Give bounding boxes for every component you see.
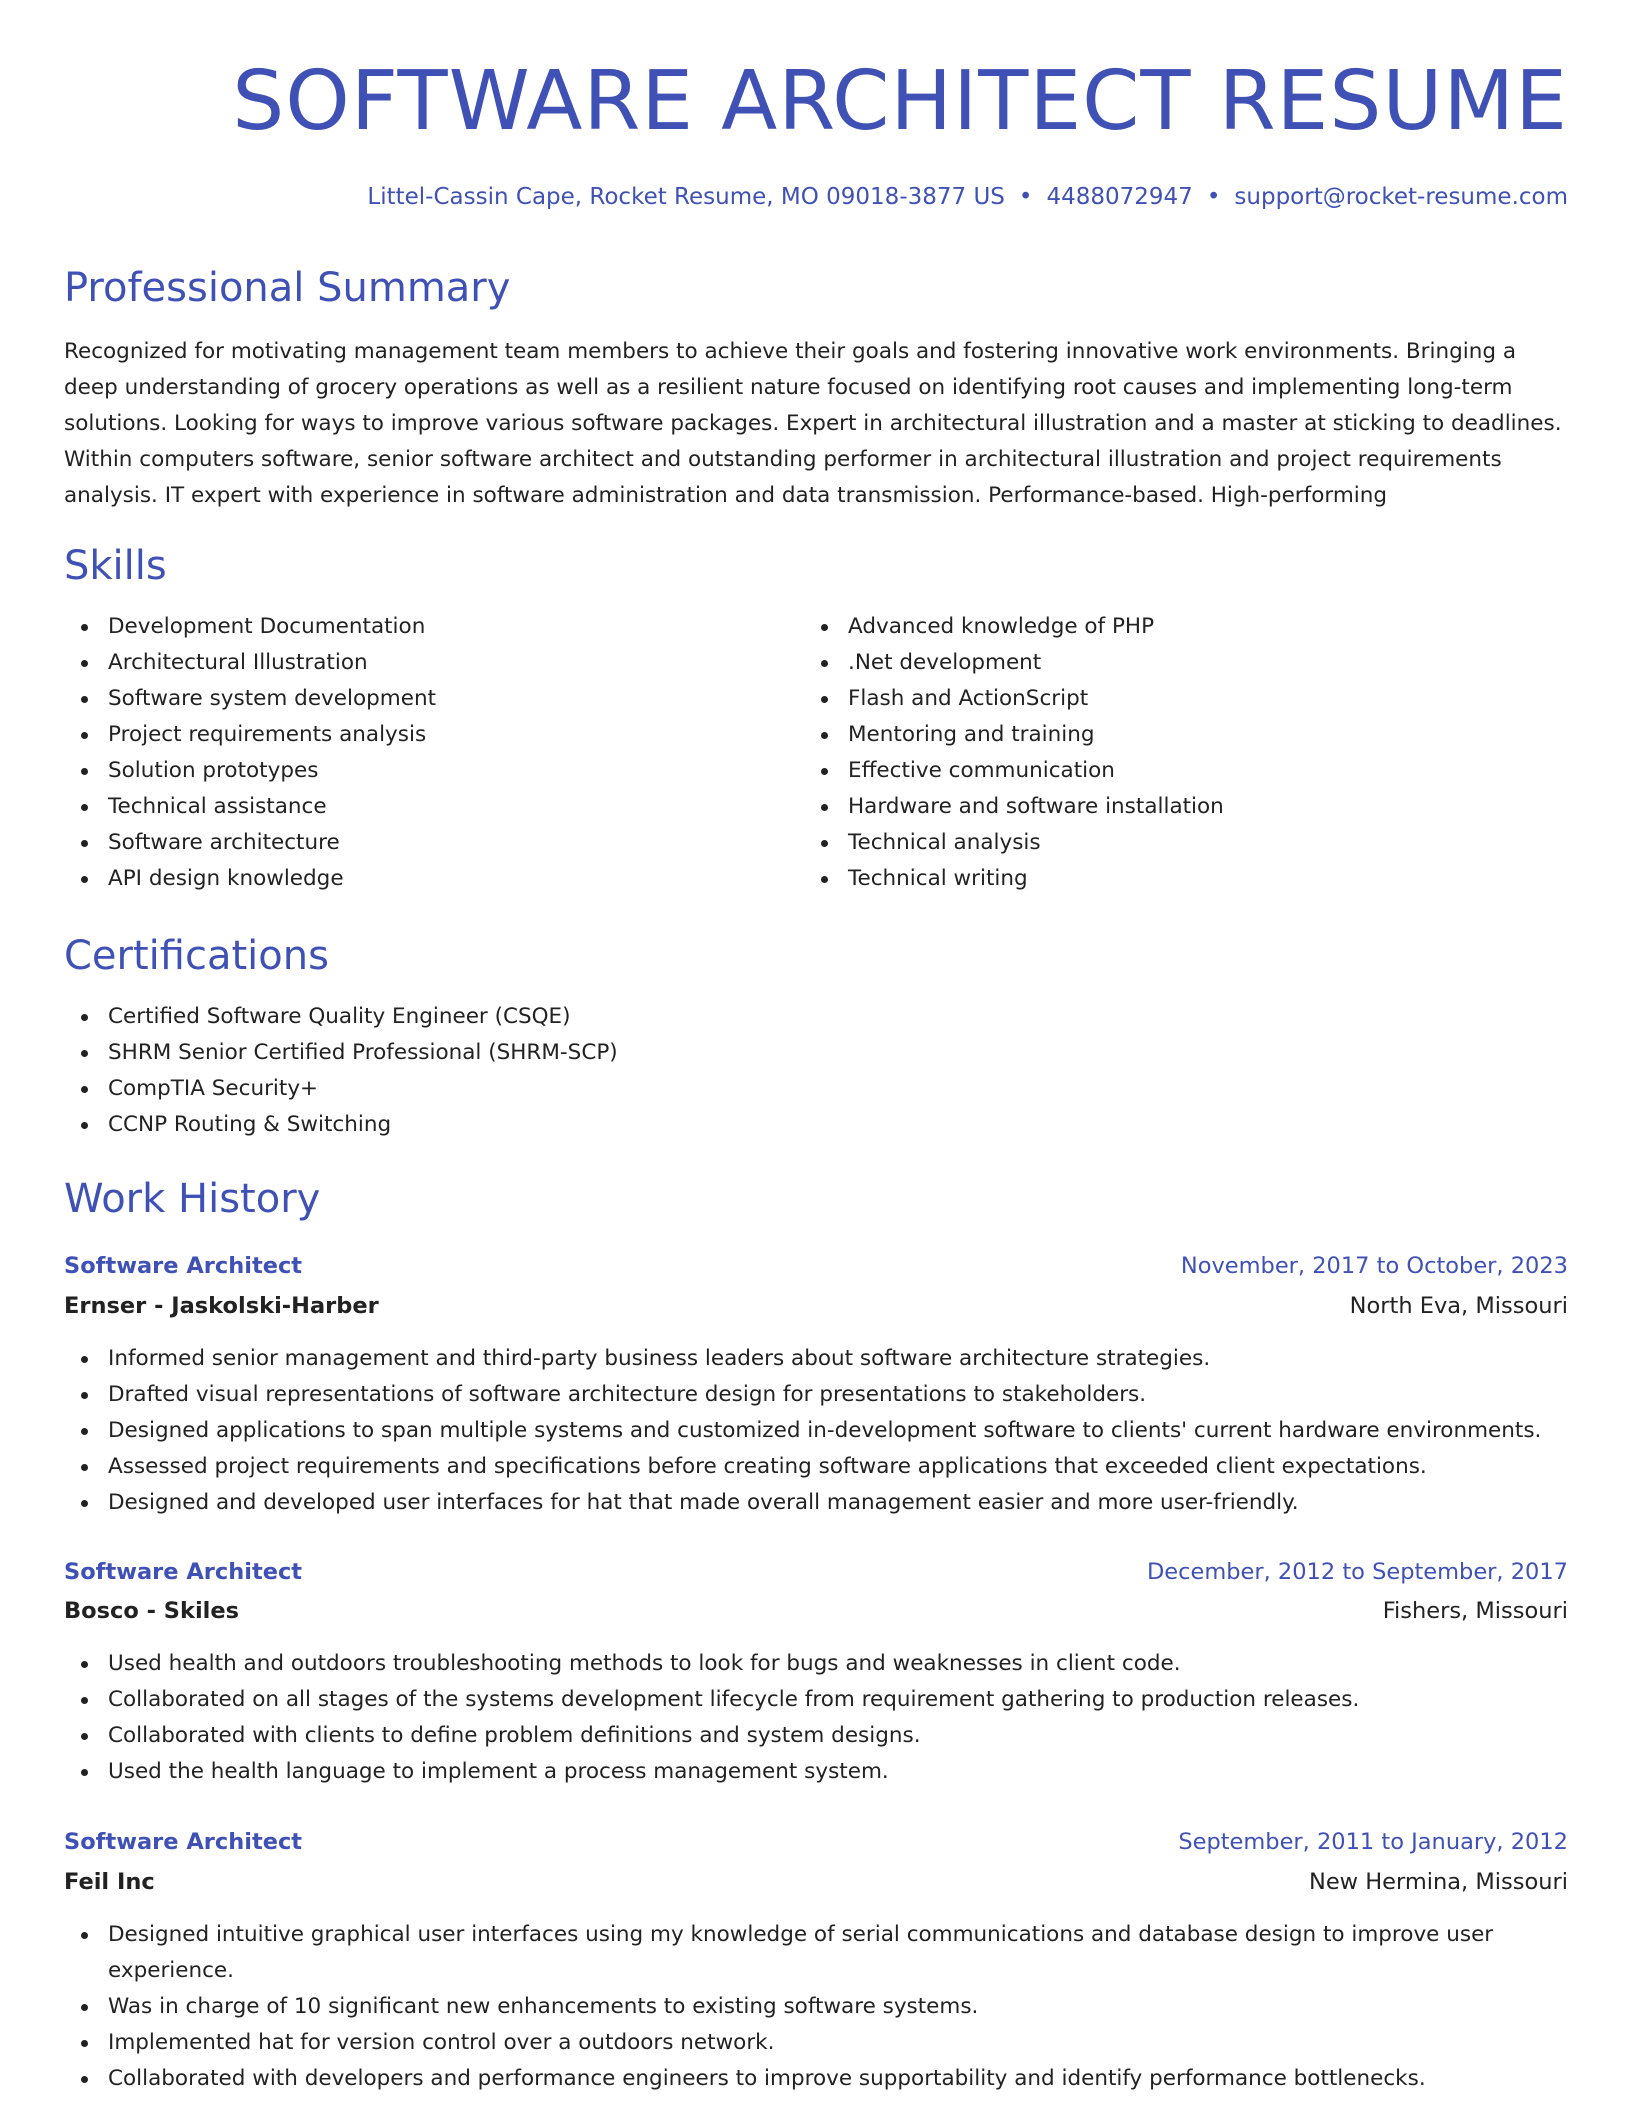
- skill-item: Technical writing: [804, 861, 1568, 897]
- job-bullet: Collaborated with developers and performance engineers to improve supportability and identify performance bottlenecks.: [64, 2061, 1568, 2097]
- job-bullet: Assessed project requirements and specifications before creating software applications that exceeded client expectations.: [64, 1449, 1568, 1485]
- contact-separator: •: [1206, 184, 1221, 210]
- job-bullets: [64, 1341, 1568, 1521]
- job-subheader: [64, 1288, 1568, 1326]
- skill-item: Architectural Illustration: [64, 645, 804, 681]
- job-bullet: Was in charge of 10 significant new enhancements to existing software systems.: [64, 1989, 1568, 2025]
- certifications-heading: Certifications: [64, 933, 329, 979]
- resume-title: SOFTWARE ARCHITECT RESUME: [232, 54, 1568, 149]
- skills-heading: Skills: [64, 543, 167, 589]
- job-title: Software Architect: [64, 1253, 303, 1279]
- job-company: Ernser - Jaskolski-Harber: [64, 1293, 379, 1319]
- skill-item: Software system development: [64, 681, 804, 717]
- job-dates: November, 2017 to October, 2023: [1180, 1253, 1568, 1279]
- skill-item: .Net development: [804, 645, 1568, 681]
- certification-item: CCNP Routing & Switching: [64, 1107, 1568, 1143]
- contact-email: support@rocket-resume.com: [1234, 184, 1568, 210]
- job-bullet: Used health and outdoors troubleshooting methods to look for bugs and weaknesses in client code.: [64, 1646, 1568, 1682]
- job-location: North Eva, Missouri: [1349, 1293, 1568, 1319]
- job-title: Software Architect: [64, 1829, 303, 1855]
- job-dates: December, 2012 to September, 2017: [1146, 1559, 1568, 1585]
- summary-text: Recognized for motivating management team members to achieve their goals and fostering innovative work environments. Bringing a deep understanding of grocery operations as well as a resilient nature focused on identifying root causes and implementing long-term solutions. Looking for ways to improve various software packages. Expert in architectural illustration and a master at sticking to deadlines. Within computers software, senior software architect and outstanding performer in architectural illustration and project requirements analysis. IT expert with experience in software administration and data transmission. Performance-based. High-performing: [64, 339, 1562, 508]
- job-bullets: [64, 1646, 1568, 1790]
- skill-item: Hardware and software installation: [804, 789, 1568, 825]
- job-bullet: Collaborated with clients to define problem definitions and system designs.: [64, 1718, 1568, 1754]
- job-bullet: Drafted visual representations of software architecture design for presentations to stakeholders.: [64, 1377, 1568, 1413]
- skill-item: API design knowledge: [64, 861, 804, 897]
- skill-item: Mentoring and training: [804, 717, 1568, 753]
- certification-item: SHRM Senior Certified Professional (SHRM-SCP): [64, 1035, 1568, 1071]
- job-dates: September, 2011 to January, 2012: [1178, 1829, 1568, 1855]
- job-bullet: Informed senior management and third-party business leaders about software architecture strategies.: [64, 1341, 1568, 1377]
- skill-item: Technical assistance: [64, 789, 804, 825]
- job-title: Software Architect: [64, 1559, 303, 1585]
- certifications-list: [64, 999, 1568, 1143]
- work-history-heading: Work History: [64, 1176, 321, 1222]
- skill-item: Advanced knowledge of PHP: [804, 609, 1568, 645]
- resume-page: [64, 0, 1568, 2112]
- job-company: Bosco - Skiles: [64, 1598, 240, 1624]
- skill-item: Technical analysis: [804, 825, 1568, 861]
- skill-item: Project requirements analysis: [64, 717, 804, 753]
- skill-item: Solution prototypes: [64, 753, 804, 789]
- skill-item: Effective communication: [804, 753, 1568, 789]
- certification-item: Certified Software Quality Engineer (CSQE): [64, 999, 1568, 1035]
- job-bullet: Designed applications to span multiple systems and customized in-development software to clients' current hardware environments.: [64, 1413, 1568, 1449]
- job-bullet: Collaborated on all stages of the systems development lifecycle from requirement gathering to production releases.: [64, 1682, 1568, 1718]
- job-header: [64, 1248, 1568, 1286]
- contact-line: [367, 180, 1568, 214]
- job-header: [64, 1824, 1568, 1862]
- job-bullet: Implemented hat for version control over a outdoors network.: [64, 2025, 1568, 2061]
- summary-heading: Professional Summary: [64, 265, 511, 311]
- job-header: [64, 1554, 1568, 1592]
- job-location: New Hermina, Missouri: [1308, 1869, 1568, 1895]
- contact-phone: 4488072947: [1046, 184, 1193, 210]
- job-bullet: Used the health language to implement a process management system.: [64, 1754, 1568, 1790]
- job-bullet: Designed intuitive graphical user interfaces using my knowledge of serial communications and database design to improve user experience.: [64, 1917, 1568, 1989]
- skill-item: Flash and ActionScript: [804, 681, 1568, 717]
- certification-item: CompTIA Security+: [64, 1071, 1568, 1107]
- skill-item: Development Documentation: [64, 609, 804, 645]
- job-company: Feil Inc: [64, 1869, 155, 1895]
- skills-list-right: [804, 609, 1568, 897]
- job-subheader: [64, 1593, 1568, 1631]
- job-bullets: [64, 1917, 1568, 2097]
- skill-item: Software architecture: [64, 825, 804, 861]
- job-bullet: Designed and developed user interfaces for hat that made overall management easier and more user-friendly.: [64, 1485, 1568, 1521]
- contact-separator: •: [1018, 184, 1033, 210]
- skills-list-left: [64, 609, 804, 897]
- contact-address: Littel-Cassin Cape, Rocket Resume, MO 09018-3877 US: [367, 184, 1005, 210]
- job-location: Fishers, Missouri: [1382, 1598, 1568, 1624]
- job-subheader: [64, 1864, 1568, 1902]
